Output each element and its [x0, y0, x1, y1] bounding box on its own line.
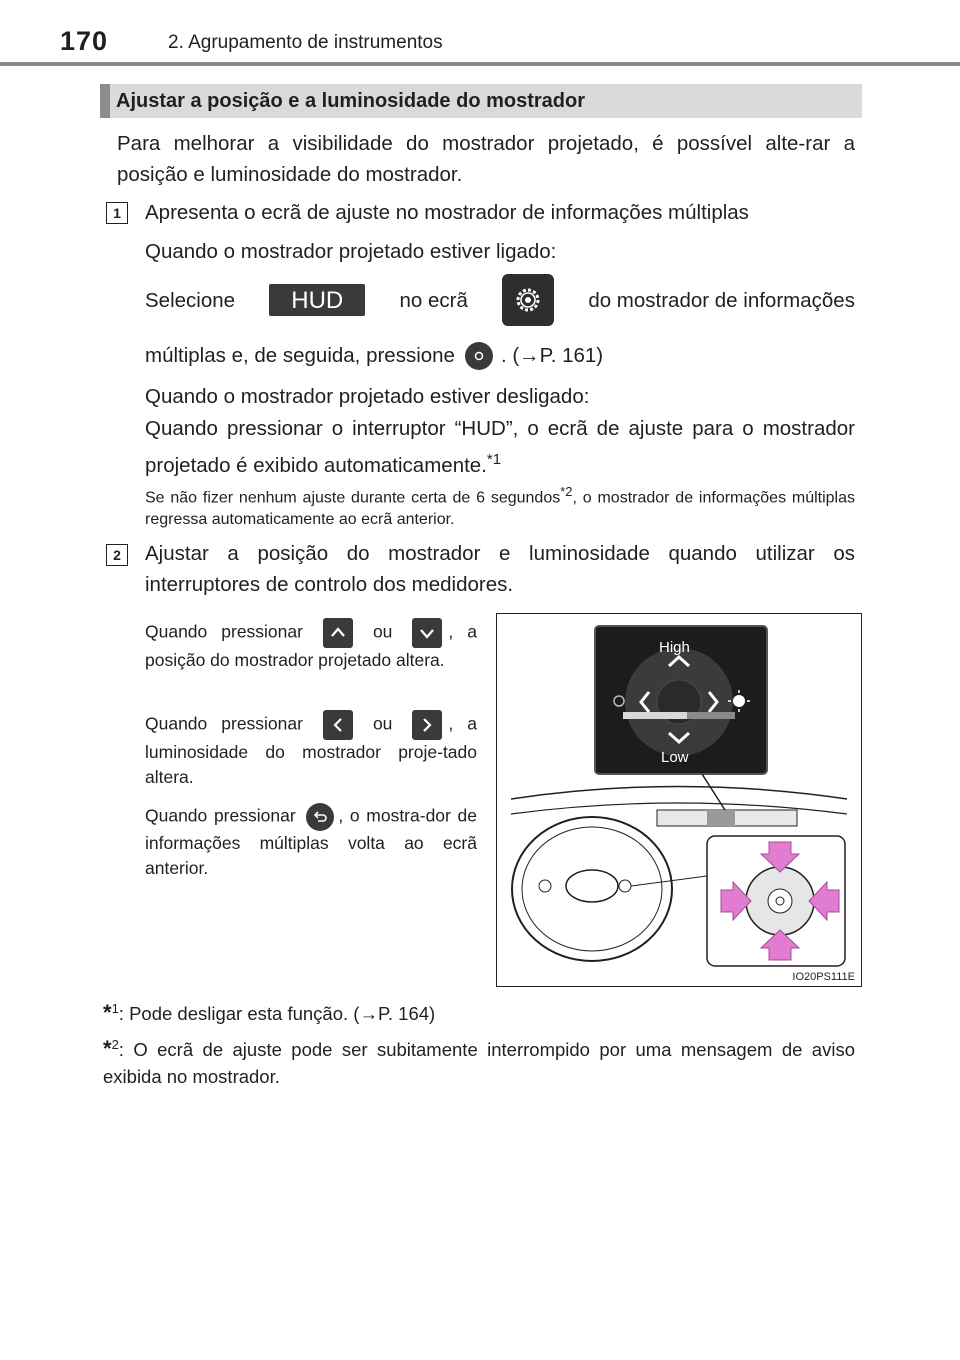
p1-or: ou — [372, 621, 393, 642]
low-label: Low — [661, 749, 689, 766]
back-button-icon — [306, 803, 334, 831]
timeout-note — [145, 481, 855, 531]
step-1-heading: Apresenta o ecrã de ajuste no mostrador de informações múltiplas — [145, 201, 749, 224]
page-number: 170 — [60, 26, 109, 56]
footnote-1-sup: 1 — [111, 1001, 119, 1016]
chapter-title: 2. Agrupamento de instrumentos — [168, 32, 443, 53]
off-description — [145, 413, 855, 481]
p1-suffix: , a posição do mostrador projetado altera. — [145, 621, 477, 670]
p2-prefix: Quando pressionar — [145, 713, 303, 734]
step-2-badge: 2 — [106, 544, 128, 566]
select-mid: no ecrã — [399, 288, 468, 312]
footnote-2-text: : O ecrã de ajuste pode ser subitamente interrompido por uma mensagem de aviso exibida no mostrador. — [103, 1039, 855, 1088]
press-line — [145, 340, 855, 371]
select-suffix: do mostrador de informações — [588, 288, 855, 312]
step-1-badge: 1 — [106, 202, 128, 224]
figure-code: IO20PS111E — [792, 971, 855, 983]
note-prefix: Se não fizer nenhum ajuste durante certa de 6 segundos — [145, 489, 561, 507]
p3-suffix: , o mostra-dor de informações múltiplas volta ao ecrã anterior. — [145, 805, 477, 878]
dashboard-illustration — [496, 613, 862, 987]
press-suffix: . (→P. 161) — [500, 344, 604, 367]
p2-or: ou — [372, 713, 393, 734]
footnote-1-mark: * — [103, 1000, 112, 1026]
back-instruction — [145, 803, 477, 881]
dashboard-drawing — [497, 614, 862, 987]
footnote-1 — [103, 995, 855, 1027]
footnote-2-sup: 2 — [111, 1037, 119, 1052]
brightness-instruction — [145, 710, 477, 790]
p1-prefix: Quando pressionar — [145, 621, 303, 642]
step-2-heading: Ajustar a posição do mostrador e luminosidade quando utilizar os interruptores de controlo dos medidores. — [145, 542, 855, 596]
select-line — [145, 272, 855, 328]
section-title: Ajustar a posição e a luminosidade do mostrador — [116, 90, 585, 112]
enter-button-icon — [465, 342, 493, 370]
hud-button-icon: HUD — [269, 284, 365, 316]
settings-gear-icon — [502, 274, 554, 326]
position-instruction — [145, 618, 477, 673]
off-text: Quando pressionar o interruptor “HUD”, o ecrã de ajuste para o mostrador projetado é exibido automaticamente. — [145, 417, 855, 477]
up-arrow-icon — [323, 618, 353, 648]
intro-paragraph: Para melhorar a visibilidade do mostrador projetado, é possível alte-rar a posição e luminosidade do mostrador. — [117, 132, 855, 186]
p3-prefix: Quando pressionar — [145, 805, 296, 826]
footnote-1-text: : Pode desligar esta função. (→P. 164) — [118, 1003, 436, 1025]
press-prefix: múltiplas e, de seguida, pressione — [145, 344, 455, 367]
off-condition: Quando o mostrador projetado estiver desligado: — [145, 385, 590, 408]
select-prefix: Selecione — [145, 288, 236, 312]
p2-suffix: , a luminosidade do mostrador proje-tado altera. — [145, 713, 477, 787]
footnote-ref-2: *2 — [560, 484, 573, 499]
header-divider — [0, 62, 960, 66]
left-arrow-icon — [323, 710, 353, 740]
note-suffix: , o mostrador de informações múltiplas regressa automaticamente ao ecrã anterior. — [145, 489, 856, 529]
footnote-2-mark: * — [103, 1036, 112, 1062]
footnote-2 — [103, 1031, 855, 1090]
right-arrow-icon — [412, 710, 442, 740]
down-arrow-icon — [412, 618, 442, 648]
on-condition: Quando o mostrador projetado estiver ligado: — [145, 240, 557, 263]
footnote-ref-1: *1 — [486, 451, 502, 468]
high-label: High — [659, 639, 690, 656]
